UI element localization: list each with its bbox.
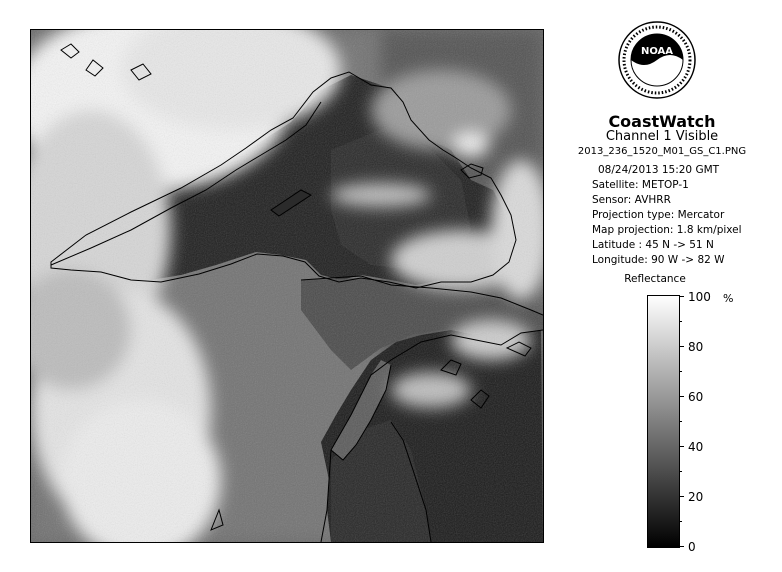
logo-center-text: NOAA bbox=[640, 46, 674, 57]
colorbar-tick bbox=[679, 446, 684, 447]
satellite-info: Satellite: METOP-1 bbox=[592, 179, 689, 191]
colorbar-minor-tick bbox=[679, 471, 682, 472]
latitude-info: Latitude : 45 N -> 51 N bbox=[592, 239, 714, 251]
colorbar-label-80: 80 bbox=[688, 340, 704, 354]
projection-type-info: Projection type: Mercator bbox=[592, 209, 725, 221]
metadata-block bbox=[592, 163, 742, 268]
colorbar-label-20: 20 bbox=[688, 490, 704, 504]
satellite-map bbox=[31, 30, 543, 542]
colorbar-minor-tick bbox=[679, 521, 682, 522]
satellite-image bbox=[30, 29, 544, 543]
reflectance-colorbar bbox=[647, 295, 680, 548]
date-time: 08/24/2013 15:20 GMT bbox=[598, 164, 720, 176]
colorbar-tick bbox=[679, 396, 684, 397]
colorbar-tick bbox=[679, 346, 684, 347]
colorbar-minor-tick bbox=[679, 321, 682, 322]
colorbar-tick bbox=[679, 496, 684, 497]
colorbar-label-0: 0 bbox=[688, 540, 696, 554]
sensor-info: Sensor: AVHRR bbox=[592, 194, 671, 206]
legend-title: Reflectance bbox=[624, 273, 686, 285]
colorbar-label-60: 60 bbox=[688, 390, 704, 404]
colorbar-minor-tick bbox=[679, 371, 682, 372]
noaa-logo-icon bbox=[617, 20, 697, 100]
colorbar-minor-tick bbox=[679, 421, 682, 422]
colorbar-tick bbox=[679, 546, 684, 547]
file-name: 2013_236_1520_M01_GS_C1.PNG bbox=[577, 146, 747, 157]
colorbar-label-100: 100 bbox=[688, 290, 711, 304]
product-title: CoastWatch bbox=[608, 112, 716, 131]
map-projection-info: Map projection: 1.8 km/pixel bbox=[592, 224, 742, 236]
channel-label: Channel 1 Visible bbox=[605, 129, 719, 144]
longitude-info: Longitude: 90 W -> 82 W bbox=[592, 254, 725, 266]
colorbar-tick bbox=[679, 296, 684, 297]
colorbar-label-40: 40 bbox=[688, 440, 704, 454]
legend-unit: % bbox=[723, 292, 734, 305]
